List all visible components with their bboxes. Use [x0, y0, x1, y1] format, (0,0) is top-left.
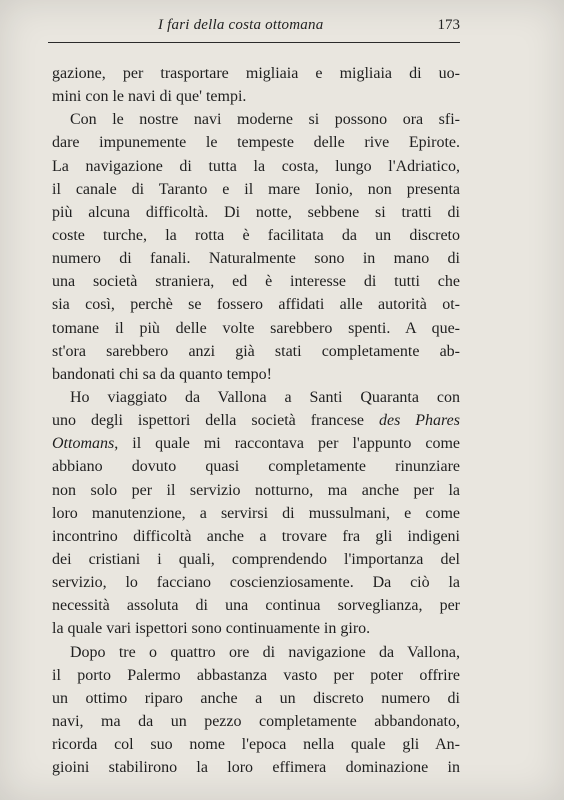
page-number: 173 [437, 17, 460, 33]
text-line: La navigazione di tutta la costa, lungo l'Adriatico, [52, 157, 460, 175]
text-line: st'ora sarebbero anzi già stati completamente ab- [52, 342, 460, 360]
text-line: bandonati chi sa da quanto tempo! [52, 365, 272, 383]
text-line [52, 409, 460, 432]
text-line: ricorda col suo nome l'epoca nella quale gli An- [52, 736, 460, 754]
text-fragment: uno degli ispettori della società francese [52, 412, 379, 430]
text-line: un ottimo riparo anche a un discreto numero di [52, 689, 460, 707]
text-line: il canale di Taranto e il mare Ionio, non presenta [52, 180, 460, 198]
text-line: incontrino difficoltà anche a trovare fra gli indigeni [52, 527, 460, 545]
text-line: gazione, per trasportare migliaia e migliaia di uo- [52, 65, 460, 82]
italic-phrase: des Phares [378, 412, 461, 430]
page-body [52, 62, 460, 779]
text-line: il porto Palermo abbastanza vasto per poter offrire [52, 666, 460, 684]
paragraph-first-line: Ho viaggiato da Vallona a Santi Quaranta con [70, 388, 460, 406]
text-line: non solo per il servizio notturno, ma anche per la [52, 481, 460, 499]
text-line: sia così, perchè se fossero affidati alle autorità ot- [52, 296, 460, 314]
running-title: I fari della costa ottomana [158, 17, 324, 33]
italic-phrase: Ottomans [52, 435, 115, 453]
page-header [48, 14, 460, 43]
paragraph-first-line: Dopo tre o quattro ore di navigazione da Vallona, [70, 643, 460, 661]
text-line: la quale vari ispettori sono continuamente in giro. [52, 620, 371, 638]
text-fragment: , il quale mi raccontava per l'appunto come [114, 435, 460, 453]
text-line: mini con le navi di que' tempi. [52, 88, 247, 106]
text-line: numero di fanali. Naturalmente sono in mano di [52, 250, 460, 268]
text-line: tomane il più delle volte sarebbero spenti. A que- [52, 319, 460, 337]
text-line: necessità assoluta di una continua sorveglianza, per [52, 597, 460, 615]
text-line: navi, ma da un pezzo completamente abbandonato, [52, 712, 460, 730]
text-line: gioini stabilirono la loro effimera dominazione in [52, 759, 460, 777]
text-line [52, 432, 460, 455]
text-line: coste turche, la rotta è facilitata da un discreto [52, 226, 460, 244]
text-line: dare impunemente le tempeste delle rive Epirote. [52, 134, 460, 152]
text-line: servizio, lo facciano coscienziosamente. Da ciò la [52, 574, 460, 592]
paragraph-first-line: Con le nostre navi moderne si possono ora sfi- [70, 111, 460, 129]
text-line: una società straniera, ed è interesse di tutti che [52, 273, 460, 291]
text-line: loro manutenzione, a servirsi di mussulmani, e come [52, 504, 460, 522]
text-line: abbiano dovuto quasi completamente rinunziare [52, 458, 460, 476]
text-line: dei cristiani i quali, comprendendo l'importanza del [52, 550, 460, 568]
text-line: più alcuna difficoltà. Di notte, sebbene si tratti di [52, 203, 460, 221]
